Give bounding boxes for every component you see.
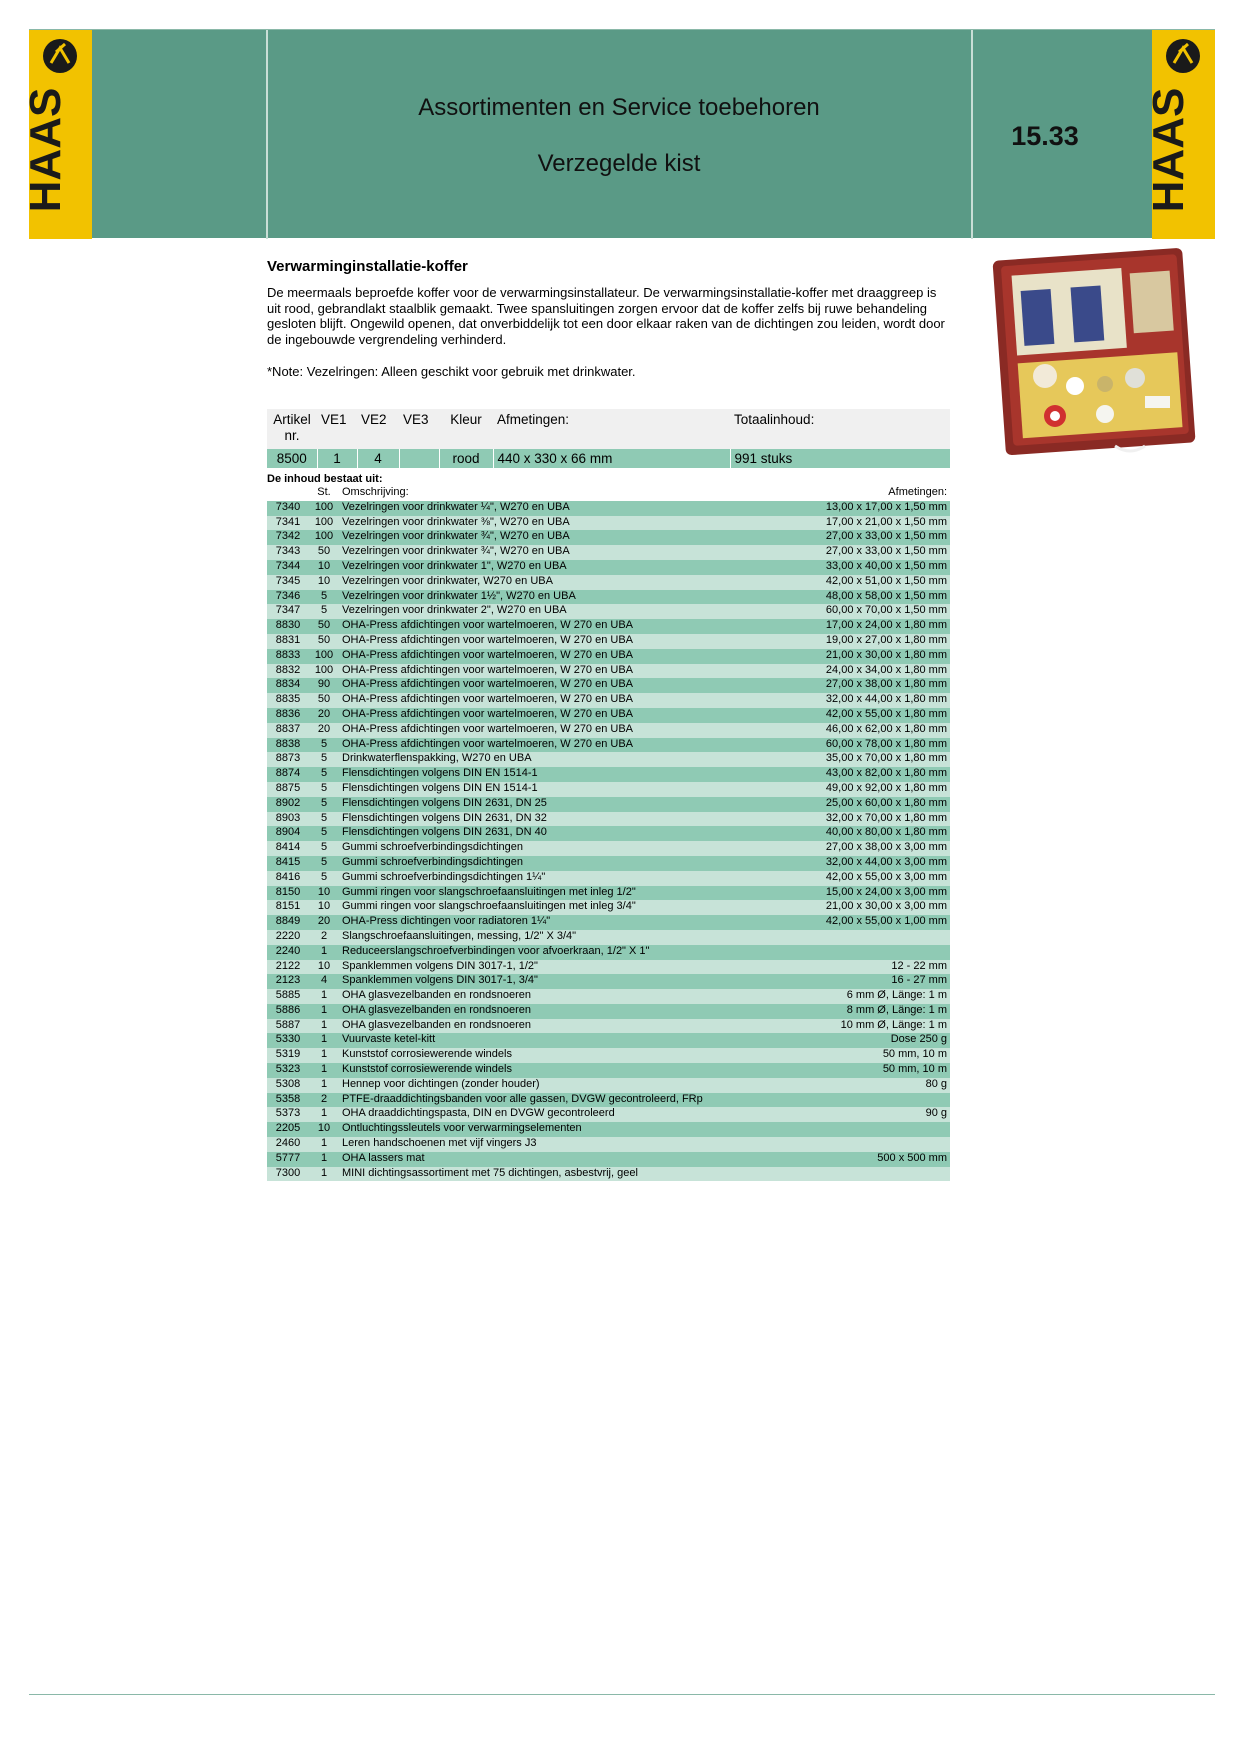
item-dimensions: 21,00 x 30,00 x 1,80 mm [729, 649, 950, 664]
contents-row [267, 826, 950, 841]
col-header-afmetingen: Afmetingen: [493, 409, 730, 449]
contents-row [267, 619, 950, 634]
item-dimensions: 27,00 x 33,00 x 1,50 mm [729, 530, 950, 545]
contents-row [267, 1033, 950, 1048]
item-number: 8904 [267, 826, 309, 841]
product-section [267, 258, 950, 379]
item-number: 8833 [267, 649, 309, 664]
item-number: 8874 [267, 767, 309, 782]
col-header-ve2: VE2 [357, 409, 399, 449]
product-title: Verwarminginstallatie-koffer [267, 258, 468, 275]
contents-row [267, 501, 950, 516]
item-number: 8837 [267, 723, 309, 738]
item-description: Vuurvaste ketel-kitt [339, 1033, 729, 1048]
item-dimensions: 10 mm Ø, Länge: 1 m [729, 1019, 950, 1034]
item-dimensions: 27,00 x 33,00 x 1,50 mm [729, 545, 950, 560]
contents-row [267, 1167, 950, 1182]
item-dimensions: 33,00 x 40,00 x 1,50 mm [729, 560, 950, 575]
item-quantity: 1 [309, 1048, 339, 1063]
article-dimensions: 440 x 330 x 66 mm [493, 449, 730, 468]
item-dimensions [729, 1167, 950, 1182]
contents-row [267, 530, 950, 545]
item-description: OHA glasvezelbanden en rondsnoeren [339, 1019, 729, 1034]
item-description: Reduceerslangschroefverbindingen voor afvoerkraan, 1/2" X 1" [339, 945, 729, 960]
item-quantity: 5 [309, 752, 339, 767]
item-description: Spanklemmen volgens DIN 3017-1, 1/2" [339, 960, 729, 975]
item-number: 5323 [267, 1063, 309, 1078]
item-dimensions: 32,00 x 44,00 x 1,80 mm [729, 693, 950, 708]
col-header-kleur: Kleur [439, 409, 493, 449]
article-ve1: 1 [317, 449, 357, 468]
item-number: 5308 [267, 1078, 309, 1093]
item-quantity: 10 [309, 960, 339, 975]
item-description: Vezelringen voor drinkwater ¾", W270 en UBA [339, 530, 729, 545]
contents-row [267, 590, 950, 605]
header-subtitle: Verzegelde kist [537, 150, 701, 177]
item-quantity: 5 [309, 767, 339, 782]
item-quantity: 1 [309, 1152, 339, 1167]
contents-row [267, 723, 950, 738]
item-dimensions: 42,00 x 55,00 x 1,80 mm [729, 708, 950, 723]
item-quantity: 5 [309, 856, 339, 871]
item-quantity: 10 [309, 560, 339, 575]
item-description: Gummi ringen voor slangschroefaansluitingen met inleg 3/4" [339, 900, 729, 915]
contents-row [267, 738, 950, 753]
product-note: *Note: Vezelringen: Alleen geschikt voor gebruik met drinkwater. [267, 364, 636, 379]
item-quantity: 5 [309, 782, 339, 797]
item-number: 5777 [267, 1152, 309, 1167]
item-dimensions: 19,00 x 27,00 x 1,80 mm [729, 634, 950, 649]
item-dimensions: 35,00 x 70,00 x 1,80 mm [729, 752, 950, 767]
contents-row [267, 871, 950, 886]
item-number: 8834 [267, 678, 309, 693]
item-description: OHA-Press afdichtingen voor wartelmoeren, W 270 en UBA [339, 664, 729, 679]
contents-row [267, 886, 950, 901]
item-description: Gummi schroefverbindingsdichtingen 1¼" [339, 871, 729, 886]
contents-row [267, 1093, 950, 1108]
item-number: 5319 [267, 1048, 309, 1063]
item-description: Kunststof corrosiewerende windels [339, 1063, 729, 1078]
item-description: Slangschroefaansluitingen, messing, 1/2" X 3/4" [339, 930, 729, 945]
item-dimensions [729, 930, 950, 945]
item-number: 8414 [267, 841, 309, 856]
item-number: 8416 [267, 871, 309, 886]
item-description: Vezelringen voor drinkwater 2", W270 en UBA [339, 604, 729, 619]
contents-row [267, 1019, 950, 1034]
item-dimensions: 15,00 x 24,00 x 3,00 mm [729, 886, 950, 901]
item-quantity: 20 [309, 915, 339, 930]
article-total: 991 stuks [730, 449, 950, 468]
contents-row [267, 634, 950, 649]
item-number: 7344 [267, 560, 309, 575]
contents-row [267, 1063, 950, 1078]
item-dimensions: 13,00 x 17,00 x 1,50 mm [729, 501, 950, 516]
item-number: 7341 [267, 516, 309, 531]
item-description: OHA glasvezelbanden en rondsnoeren [339, 989, 729, 1004]
contents-row [267, 945, 950, 960]
contents-row [267, 1137, 950, 1152]
item-dimensions [729, 945, 950, 960]
item-dimensions: 50 mm, 10 m [729, 1048, 950, 1063]
item-description: Kunststof corrosiewerende windels [339, 1048, 729, 1063]
item-description: Gummi ringen voor slangschroefaansluitingen met inleg 1/2" [339, 886, 729, 901]
item-quantity: 20 [309, 723, 339, 738]
item-number: 8903 [267, 812, 309, 827]
item-dimensions: 48,00 x 58,00 x 1,50 mm [729, 590, 950, 605]
item-description: Vezelringen voor drinkwater, W270 en UBA [339, 575, 729, 590]
item-quantity: 1 [309, 1137, 339, 1152]
contents-row [267, 575, 950, 590]
item-dimensions: 16 - 27 mm [729, 974, 950, 989]
col-header-ve1: VE1 [317, 409, 357, 449]
contents-row [267, 1122, 950, 1137]
item-number: 2123 [267, 974, 309, 989]
item-number: 8873 [267, 752, 309, 767]
item-quantity: 10 [309, 886, 339, 901]
item-description: OHA-Press afdichtingen voor wartelmoeren, W 270 en UBA [339, 634, 729, 649]
item-dimensions: 60,00 x 70,00 x 1,50 mm [729, 604, 950, 619]
item-description: OHA draaddichtingspasta, DIN en DVGW gecontroleerd [339, 1107, 729, 1122]
item-description: OHA lassers mat [339, 1152, 729, 1167]
contents-row [267, 797, 950, 812]
contents-label: De inhoud bestaat uit: [267, 473, 383, 485]
item-quantity: 1 [309, 1078, 339, 1093]
item-description: Gummi schroefverbindingsdichtingen [339, 841, 729, 856]
item-dimensions: Dose 250 g [729, 1033, 950, 1048]
item-quantity: 100 [309, 501, 339, 516]
item-description: OHA-Press afdichtingen voor wartelmoeren, W 270 en UBA [339, 708, 729, 723]
item-dimensions: 12 - 22 mm [729, 960, 950, 975]
item-description: Spanklemmen volgens DIN 3017-1, 3/4" [339, 974, 729, 989]
item-dimensions: 90 g [729, 1107, 950, 1122]
item-dimensions: 17,00 x 21,00 x 1,50 mm [729, 516, 950, 531]
item-dimensions [729, 1137, 950, 1152]
item-description: Vezelringen voor drinkwater ⅜", W270 en UBA [339, 516, 729, 531]
item-description: Flensdichtingen volgens DIN EN 1514-1 [339, 782, 729, 797]
item-quantity: 1 [309, 1063, 339, 1078]
item-dimensions: 6 mm Ø, Länge: 1 m [729, 989, 950, 1004]
item-dimensions: 49,00 x 92,00 x 1,80 mm [729, 782, 950, 797]
item-description: Drinkwaterflenspakking, W270 en UBA [339, 752, 729, 767]
item-quantity: 5 [309, 826, 339, 841]
contents-row [267, 1048, 950, 1063]
item-number: 5373 [267, 1107, 309, 1122]
contents-row [267, 649, 950, 664]
item-quantity: 100 [309, 649, 339, 664]
item-quantity: 1 [309, 1167, 339, 1182]
item-number: 5886 [267, 1004, 309, 1019]
item-number: 8830 [267, 619, 309, 634]
item-number: 8838 [267, 738, 309, 753]
item-quantity: 1 [309, 1004, 339, 1019]
item-description: Flensdichtingen volgens DIN 2631, DN 25 [339, 797, 729, 812]
contents-col-nr [267, 486, 309, 501]
item-quantity: 1 [309, 989, 339, 1004]
contents-row [267, 960, 950, 975]
item-number: 8415 [267, 856, 309, 871]
item-dimensions: 42,00 x 51,00 x 1,50 mm [729, 575, 950, 590]
article-table-header [267, 409, 950, 449]
contents-row [267, 752, 950, 767]
item-description: Ontluchtingssleutels voor verwarmingselementen [339, 1122, 729, 1137]
item-quantity: 2 [309, 1093, 339, 1108]
item-number: 8849 [267, 915, 309, 930]
contents-row [267, 604, 950, 619]
contents-row [267, 930, 950, 945]
item-description: Leren handschoenen met vijf vingers J3 [339, 1137, 729, 1152]
contents-row [267, 841, 950, 856]
contents-row [267, 989, 950, 1004]
item-description: OHA-Press afdichtingen voor wartelmoeren, W 270 en UBA [339, 693, 729, 708]
item-number: 7300 [267, 1167, 309, 1182]
item-description: OHA-Press afdichtingen voor wartelmoeren, W 270 en UBA [339, 738, 729, 753]
item-description: MINI dichtingsassortiment met 75 dichtingen, asbestvrij, geel [339, 1167, 729, 1182]
item-quantity: 5 [309, 871, 339, 886]
article-ve3 [399, 449, 439, 468]
item-quantity: 50 [309, 634, 339, 649]
item-quantity: 100 [309, 664, 339, 679]
item-description: Vezelringen voor drinkwater 1", W270 en UBA [339, 560, 729, 575]
item-quantity: 5 [309, 797, 339, 812]
product-description: De meermaals beproefde koffer voor de verwarmingsinstallateur. De verwarmingsinstallatie-koffer met draaggreep is uit rood, gebrandlakt staalblik gemaakt. Twee spansluitingen zorgen ervoor dat de koffer zelfs bij ruwe behandeling gesloten blijft. Ongewild openen, dat onverbiddelijk tot een door elkaar raken van de dichtingen zou leiden, wordt door de ingebouwde vergrendeling verhinderd. [267, 285, 945, 347]
item-description: OHA-Press afdichtingen voor wartelmoeren, W 270 en UBA [339, 678, 729, 693]
haas-logo-right [1144, 30, 1215, 239]
item-dimensions: 24,00 x 34,00 x 1,80 mm [729, 664, 950, 679]
item-dimensions [729, 1093, 950, 1108]
header-divider [266, 30, 268, 239]
item-number: 5358 [267, 1093, 309, 1108]
item-quantity: 10 [309, 575, 339, 590]
item-number: 7347 [267, 604, 309, 619]
contents-row [267, 693, 950, 708]
item-number: 8832 [267, 664, 309, 679]
item-quantity: 5 [309, 590, 339, 605]
article-number: 8500 [267, 449, 317, 468]
item-number: 2460 [267, 1137, 309, 1152]
item-number: 2240 [267, 945, 309, 960]
item-number: 5330 [267, 1033, 309, 1048]
header-title: Assortimenten en Service toebehoren [418, 94, 820, 121]
item-dimensions: 46,00 x 62,00 x 1,80 mm [729, 723, 950, 738]
item-dimensions: 27,00 x 38,00 x 1,80 mm [729, 678, 950, 693]
svg-text:HAAS: HAAS [21, 87, 70, 213]
item-dimensions: 8 mm Ø, Länge: 1 m [729, 1004, 950, 1019]
item-quantity: 50 [309, 693, 339, 708]
contents-col-st: St. [309, 486, 339, 501]
svg-text:HAAS: HAAS [1144, 87, 1193, 213]
col-header-artikel: Artikel nr. [267, 409, 317, 449]
contents-row [267, 664, 950, 679]
item-dimensions: 50 mm, 10 m [729, 1063, 950, 1078]
contents-row [267, 1004, 950, 1019]
item-quantity: 100 [309, 516, 339, 531]
item-dimensions: 42,00 x 55,00 x 3,00 mm [729, 871, 950, 886]
item-description: Flensdichtingen volgens DIN EN 1514-1 [339, 767, 729, 782]
contents-row [267, 1107, 950, 1122]
article-ve2: 4 [357, 449, 399, 468]
haas-logo-left [21, 30, 92, 239]
item-dimensions: 42,00 x 55,00 x 1,00 mm [729, 915, 950, 930]
footer-line [29, 1694, 1215, 1695]
item-description: Flensdichtingen volgens DIN 2631, DN 40 [339, 826, 729, 841]
article-row [267, 449, 950, 468]
item-number: 5885 [267, 989, 309, 1004]
item-dimensions: 80 g [729, 1078, 950, 1093]
item-quantity: 5 [309, 604, 339, 619]
item-description: OHA glasvezelbanden en rondsnoeren [339, 1004, 729, 1019]
item-description: Gummi schroefverbindingsdichtingen [339, 856, 729, 871]
contents-row [267, 560, 950, 575]
item-number: 8831 [267, 634, 309, 649]
item-description: OHA-Press afdichtingen voor wartelmoeren, W 270 en UBA [339, 649, 729, 664]
item-description: Vezelringen voor drinkwater 1½", W270 en UBA [339, 590, 729, 605]
item-dimensions: 21,00 x 30,00 x 3,00 mm [729, 900, 950, 915]
contents-row [267, 900, 950, 915]
item-number: 8902 [267, 797, 309, 812]
item-quantity: 4 [309, 974, 339, 989]
item-dimensions: 40,00 x 80,00 x 1,80 mm [729, 826, 950, 841]
item-dimensions: 25,00 x 60,00 x 1,80 mm [729, 797, 950, 812]
product-photo [995, 246, 1195, 461]
item-dimensions: 32,00 x 44,00 x 3,00 mm [729, 856, 950, 871]
item-number: 7345 [267, 575, 309, 590]
item-number: 7343 [267, 545, 309, 560]
contents-row [267, 678, 950, 693]
contents-row [267, 856, 950, 871]
contents-row [267, 974, 950, 989]
item-quantity: 1 [309, 945, 339, 960]
contents-row [267, 545, 950, 560]
item-number: 8150 [267, 886, 309, 901]
item-quantity: 5 [309, 841, 339, 856]
item-quantity: 20 [309, 708, 339, 723]
item-quantity: 10 [309, 1122, 339, 1137]
col-header-ve3: VE3 [399, 409, 439, 449]
item-dimensions: 27,00 x 38,00 x 3,00 mm [729, 841, 950, 856]
item-number: 7342 [267, 530, 309, 545]
article-table [267, 409, 950, 468]
contents-row [267, 915, 950, 930]
item-description: Vezelringen voor drinkwater ¼", W270 en UBA [339, 501, 729, 516]
item-dimensions [729, 1122, 950, 1137]
item-description: OHA-Press afdichtingen voor wartelmoeren, W 270 en UBA [339, 723, 729, 738]
item-quantity: 50 [309, 619, 339, 634]
item-number: 8875 [267, 782, 309, 797]
col-header-totaalinhoud: Totaalinhoud: [730, 409, 950, 449]
item-dimensions: 17,00 x 24,00 x 1,80 mm [729, 619, 950, 634]
contents-row [267, 767, 950, 782]
contents-col-omschrijving: Omschrijving: [339, 486, 729, 501]
contents-row [267, 1152, 950, 1167]
item-quantity: 90 [309, 678, 339, 693]
page-number: 15.33 [1011, 121, 1079, 151]
item-number: 2220 [267, 930, 309, 945]
item-quantity: 10 [309, 900, 339, 915]
item-dimensions: 32,00 x 70,00 x 1,80 mm [729, 812, 950, 827]
article-color: rood [439, 449, 493, 468]
contents-row [267, 516, 950, 531]
item-description: Vezelringen voor drinkwater ¾", W270 en UBA [339, 545, 729, 560]
page-header [21, 29, 1215, 238]
item-number: 8151 [267, 900, 309, 915]
item-quantity: 50 [309, 545, 339, 560]
item-quantity: 100 [309, 530, 339, 545]
item-dimensions: 43,00 x 82,00 x 1,80 mm [729, 767, 950, 782]
item-quantity: 5 [309, 812, 339, 827]
item-description: Hennep voor dichtingen (zonder houder) [339, 1078, 729, 1093]
item-description: OHA-Press afdichtingen voor wartelmoeren, W 270 en UBA [339, 619, 729, 634]
header-divider [971, 30, 973, 239]
contents-row [267, 812, 950, 827]
contents-section [267, 473, 950, 1181]
contents-header-row [267, 486, 950, 501]
item-number: 5887 [267, 1019, 309, 1034]
item-quantity: 5 [309, 738, 339, 753]
item-quantity: 1 [309, 1019, 339, 1034]
item-quantity: 1 [309, 1107, 339, 1122]
item-number: 2122 [267, 960, 309, 975]
item-quantity: 2 [309, 930, 339, 945]
item-description: PTFE-draaddichtingsbanden voor alle gassen, DVGW gecontroleerd, FRp [339, 1093, 729, 1108]
item-number: 8836 [267, 708, 309, 723]
contents-table [267, 486, 950, 1181]
contents-row [267, 708, 950, 723]
item-dimensions: 60,00 x 78,00 x 1,80 mm [729, 738, 950, 753]
item-number: 7340 [267, 501, 309, 516]
item-number: 7346 [267, 590, 309, 605]
contents-row [267, 1078, 950, 1093]
contents-col-afmetingen: Afmetingen: [729, 486, 950, 501]
item-description: OHA-Press dichtingen voor radiatoren 1¼" [339, 915, 729, 930]
item-description: Flensdichtingen volgens DIN 2631, DN 32 [339, 812, 729, 827]
item-number: 2205 [267, 1122, 309, 1137]
item-quantity: 1 [309, 1033, 339, 1048]
contents-row [267, 782, 950, 797]
item-dimensions: 500 x 500 mm [729, 1152, 950, 1167]
item-number: 8835 [267, 693, 309, 708]
